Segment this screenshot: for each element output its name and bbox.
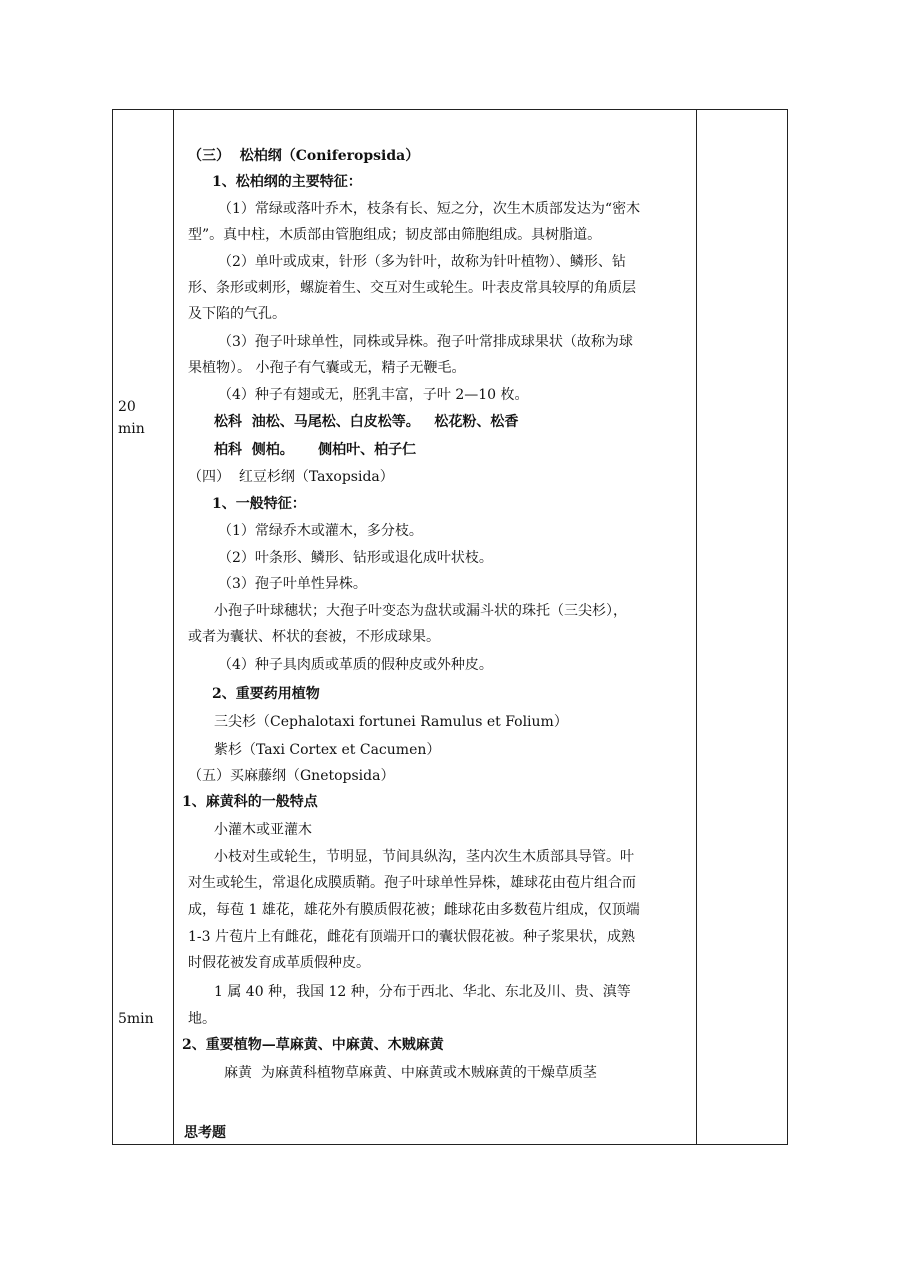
time-cell-5min (118, 1008, 168, 1030)
text-line: 对生或轮生，常退化成膜质鞘。孢子叶球单性异株，雄球花由苞片组合而 (188, 875, 636, 891)
text-line: 成，每苞 1 雄花，雄花外有膜质假花被；雌球花由多数苞片组成，仅顶端 (188, 902, 640, 918)
text-line: 小枝对生或轮生，节明显，节间具纵沟，茎内次生木质部具导管。叶 (214, 849, 634, 865)
time-cell-20min (118, 396, 168, 440)
text-line: （4）种子具肉质或革质的假种皮或外种皮。 (218, 657, 493, 673)
text-line: 2、重要植物—草麻黄、中麻黄、木贼麻黄 (182, 1037, 444, 1053)
text-line: （2）叶条形、鳞形、钻形或退化成叶状枝。 (218, 550, 493, 566)
text-line: 小孢子叶球穗状；大孢子叶变态为盘状或漏斗状的珠托（三尖杉）， (214, 603, 627, 619)
text-line: 松科 油松、马尾松、白皮松等。 松花粉、松香 (214, 414, 519, 430)
column-divider-time (173, 110, 174, 1144)
text-line: （四） 红豆杉纲（Taxopsida） (188, 469, 394, 485)
text-line: 麻黄 为麻黄科植物草麻黄、中麻黄或木贼麻黄的干燥草质茎 (224, 1065, 597, 1081)
text-line: （3）孢子叶球单性，同株或异株。孢子叶常排成球果状（故称为球 (218, 334, 633, 350)
text-line: 紫杉（Taxi Cortex et Cacumen） (214, 742, 441, 758)
text-line: （五）买麻藤纲（Gnetopsida） (188, 768, 395, 784)
text-line: 及下陷的气孔。 (188, 306, 286, 322)
lesson-table (112, 109, 788, 1145)
text-line: 1、麻黄科的一般特点 (182, 794, 318, 810)
text-line: 小灌木或亚灌木 (214, 822, 312, 838)
text-line: 2、重要药用植物 (212, 686, 320, 702)
text-line: 时假花被发育成革质假种皮。 (188, 955, 370, 971)
text-line: 柏科 侧柏。 侧柏叶、柏子仁 (214, 442, 417, 458)
text-line: 或者为囊状、杯状的套被，不形成球果。 (188, 629, 440, 645)
text-line: 型”。真中柱，木质部由管胞组成；韧皮部由筛胞组成。具树脂道。 (188, 227, 602, 243)
text-line: （2）单叶或成束，针形（多为针叶，故称为针叶植物）、鳞形、钻 (218, 254, 626, 270)
text-line: 三尖杉（Cephalotaxi fortunei Ramulus et Folium） (214, 714, 568, 730)
text-line: （4）种子有翅或无，胚乳丰富，子叶 2—10 枚。 (218, 387, 529, 403)
text-line: 果植物）。 小孢子有气囊或无，精子无鞭毛。 (188, 360, 466, 376)
text-line: 形、条形或刺形，螺旋着生、交互对生或轮生。叶表皮常具较厚的角质层 (188, 280, 636, 296)
text-line: 1 属 40 种，我国 12 种，分布于西北、华北、东北及川、贵、滇等 (214, 984, 631, 1000)
text-line: 思考题 (184, 1125, 226, 1141)
notes-column (697, 110, 787, 1144)
text-line: 1、一般特征： (212, 496, 306, 512)
time-label-20: 20 min (118, 399, 145, 437)
text-line: 1、松柏纲的主要特征： (212, 174, 362, 190)
text-line: （三） 松柏纲（Coniferopsida） (188, 148, 420, 164)
text-line: （1）常绿或落叶乔木，枝条有长、短之分，次生木质部发达为“密木 (218, 201, 641, 217)
text-line: （1）常绿乔木或灌木，多分枝。 (218, 523, 423, 539)
text-line: （3）孢子叶单性异株。 (218, 576, 367, 592)
text-line: 地。 (188, 1011, 216, 1027)
time-label-5: 5min (118, 1011, 154, 1027)
text-line: 1-3 片苞片上有雌花，雌花有顶端开口的囊状假花被。种子浆果状，成熟 (188, 929, 635, 945)
